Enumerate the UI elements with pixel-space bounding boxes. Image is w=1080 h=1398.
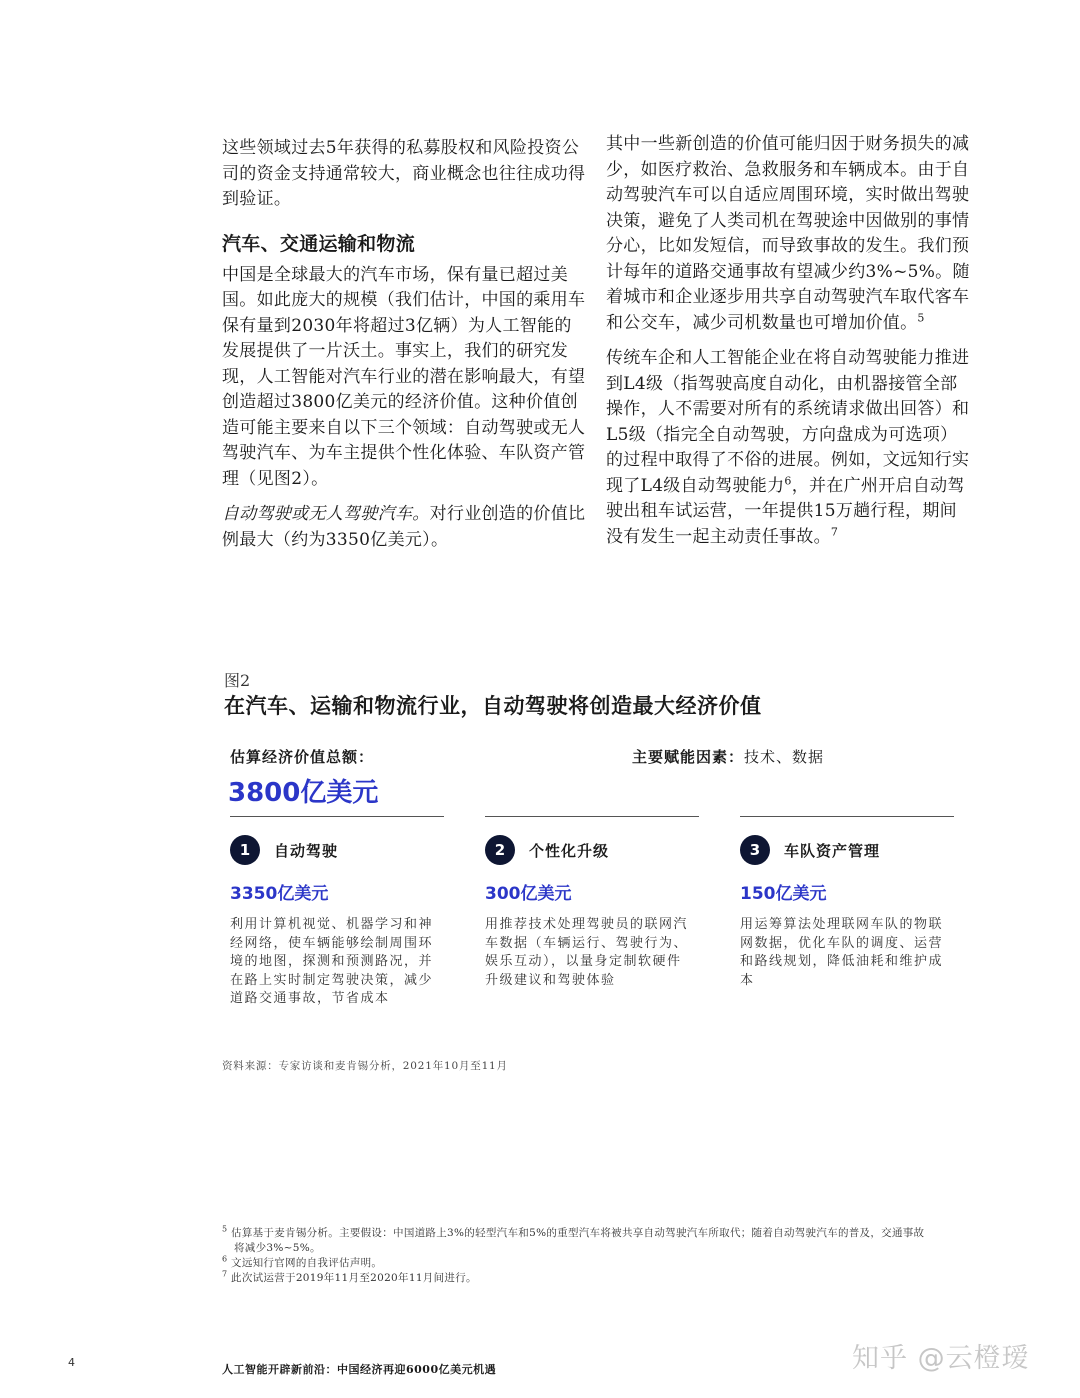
figure-source: 资料来源：专家访谈和麦肯锡分析，2021年10月至11月 xyxy=(222,1060,508,1072)
italic-lead: 自动驾驶或无人驾驶汽车。 xyxy=(222,504,430,524)
card-value: 300亿美元 xyxy=(485,884,572,904)
card-title: 车队资产管理 xyxy=(784,841,881,860)
paragraph xyxy=(606,346,972,550)
page-number: 4 xyxy=(68,1356,75,1369)
footnote-ref[interactable]: 6 xyxy=(784,473,792,487)
figure-label: 图2 xyxy=(224,671,251,690)
footnote-text: 此次试运营于2019年11月至2020年11月间进行。 xyxy=(231,1272,477,1284)
card-title: 个性化升级 xyxy=(529,841,610,860)
key-drivers-value: 技术、数据 xyxy=(744,748,825,766)
card-value: 3350亿美元 xyxy=(230,884,329,904)
number-badge: 3 xyxy=(740,835,770,865)
running-title: 人工智能开辟新前沿：中国经济再迎6000亿美元机遇 xyxy=(222,1363,497,1376)
paragraph-text: 传统车企和人工智能企业在将自动驾驶能力推进到L4级（指驾驶高度自动化，由机器接管全部操作，人不需要对所有的系统请求做出回答）和L5级（指完全自动驾驶，方向盘成为可选项）的过程中取得了不俗的进展。例如，文远知行实现了L4级自动驾驶能力 xyxy=(606,348,970,496)
value-card-autonomous-driving xyxy=(230,816,444,1009)
card-description: 用推荐技术处理驾驶员的联网汽车数据（车辆运行、驾驶行为、娱乐互动），以量身定制软硬件升级建议和驾驶体验 xyxy=(485,917,689,988)
footnote-number: 7 xyxy=(222,1269,228,1279)
number-badge: 1 xyxy=(230,835,260,865)
paragraph: 这些领域过去5年获得的私募股权和风险投资公司的资金支持通常较大，商业概念也往往成功得到验证。 xyxy=(222,138,586,209)
card-description: 利用计算机视觉、机器学习和神经网络，使车辆能够绘制周围环境的地图，探测和预测路况，并在路上实时制定驾驶决策，减少道路交通事故，节省成本 xyxy=(230,917,434,1006)
card-title: 自动驾驶 xyxy=(274,841,339,860)
right-column xyxy=(606,132,972,560)
paragraph-text: ，并在广州开启自动驾驶出租车试运营，一年提供15万趟行程，期间没有发生一起主动责任事故。 xyxy=(606,475,965,547)
section-heading: 汽车、交通运输和物流 xyxy=(222,232,416,255)
footnote-text: 估算基于麦肯锡分析。主要假设：中国道路上3%的轻型汽车和5%的重型汽车将被共享自动驾驶汽车所取代；随着自动驾驶汽车的普及，交通事故 xyxy=(231,1227,925,1239)
footnote-text: 文远知行官网的自我评估声明。 xyxy=(231,1257,383,1269)
paragraph: 中国是全球最大的汽车市场，保有量已超过美国。如此庞大的规模（我们估计，中国的乘用车保有量到2030年将超过3亿辆）为人工智能的发展提供了一片沃土。事实上，我们的研究发现，人工智能对汽车行业的潜在影响最大，有望创造超过3800亿美元的经济价值。这种价值创造可能主要来自以下三个领域：自动驾驶或无人驾驶汽车、为车主提供个性化体验、车队资产管理（见图2）。 xyxy=(222,264,586,489)
footnote xyxy=(222,1256,982,1271)
card-value: 150亿美元 xyxy=(740,884,827,904)
footnote-continuation: 将减少3%~5%。 xyxy=(234,1242,321,1254)
total-value-label: 估算经济价值总额： xyxy=(230,748,375,766)
value-card-fleet-asset-management xyxy=(740,816,954,990)
footnote-number: 5 xyxy=(222,1224,228,1234)
number-badge: 2 xyxy=(485,835,515,865)
footnotes xyxy=(222,1226,982,1286)
value-card-personalized-upgrades xyxy=(485,816,699,990)
paragraph-text: 其中一些新创造的价值可能归因于财务损失的减少，如医疗救治、急救服务和车辆成本。由于自动驾驶汽车可以自适应周围环境，实时做出驾驶决策，避免了人类司机在驾驶途中因做别的事情分心，比如发短信，而导致事故的发生。我们预计每年的道路交通事故有望减少约3%~5%。随着城市和企业逐步用共享自动驾驶汽车取代客车和公交车，减少司机数量也可增加价值。 xyxy=(606,134,970,333)
figure-title: 在汽车、运输和物流行业，自动驾驶将创造最大经济价值 xyxy=(224,693,762,718)
footnote xyxy=(222,1226,982,1241)
card-description: 用运筹算法处理联网车队的物联网数据，优化车队的调度、运营和路线规划，降低油耗和维护成本 xyxy=(740,917,944,988)
paragraph-text: 对行业创造的价值比例最大（约为3350亿美元）。 xyxy=(222,504,586,550)
total-value: 3800亿美元 xyxy=(228,778,379,808)
footnote-ref[interactable]: 7 xyxy=(830,524,839,538)
left-column xyxy=(222,136,588,563)
paragraph xyxy=(606,132,972,336)
paragraph xyxy=(222,502,588,553)
footnote xyxy=(222,1271,982,1286)
footnote-number: 6 xyxy=(222,1254,228,1264)
watermark: 知乎 @云橙瑷 xyxy=(852,1343,1030,1374)
key-drivers-label: 主要赋能因素： xyxy=(632,748,745,766)
key-drivers xyxy=(632,746,824,767)
footnote-ref[interactable]: 5 xyxy=(917,310,925,324)
